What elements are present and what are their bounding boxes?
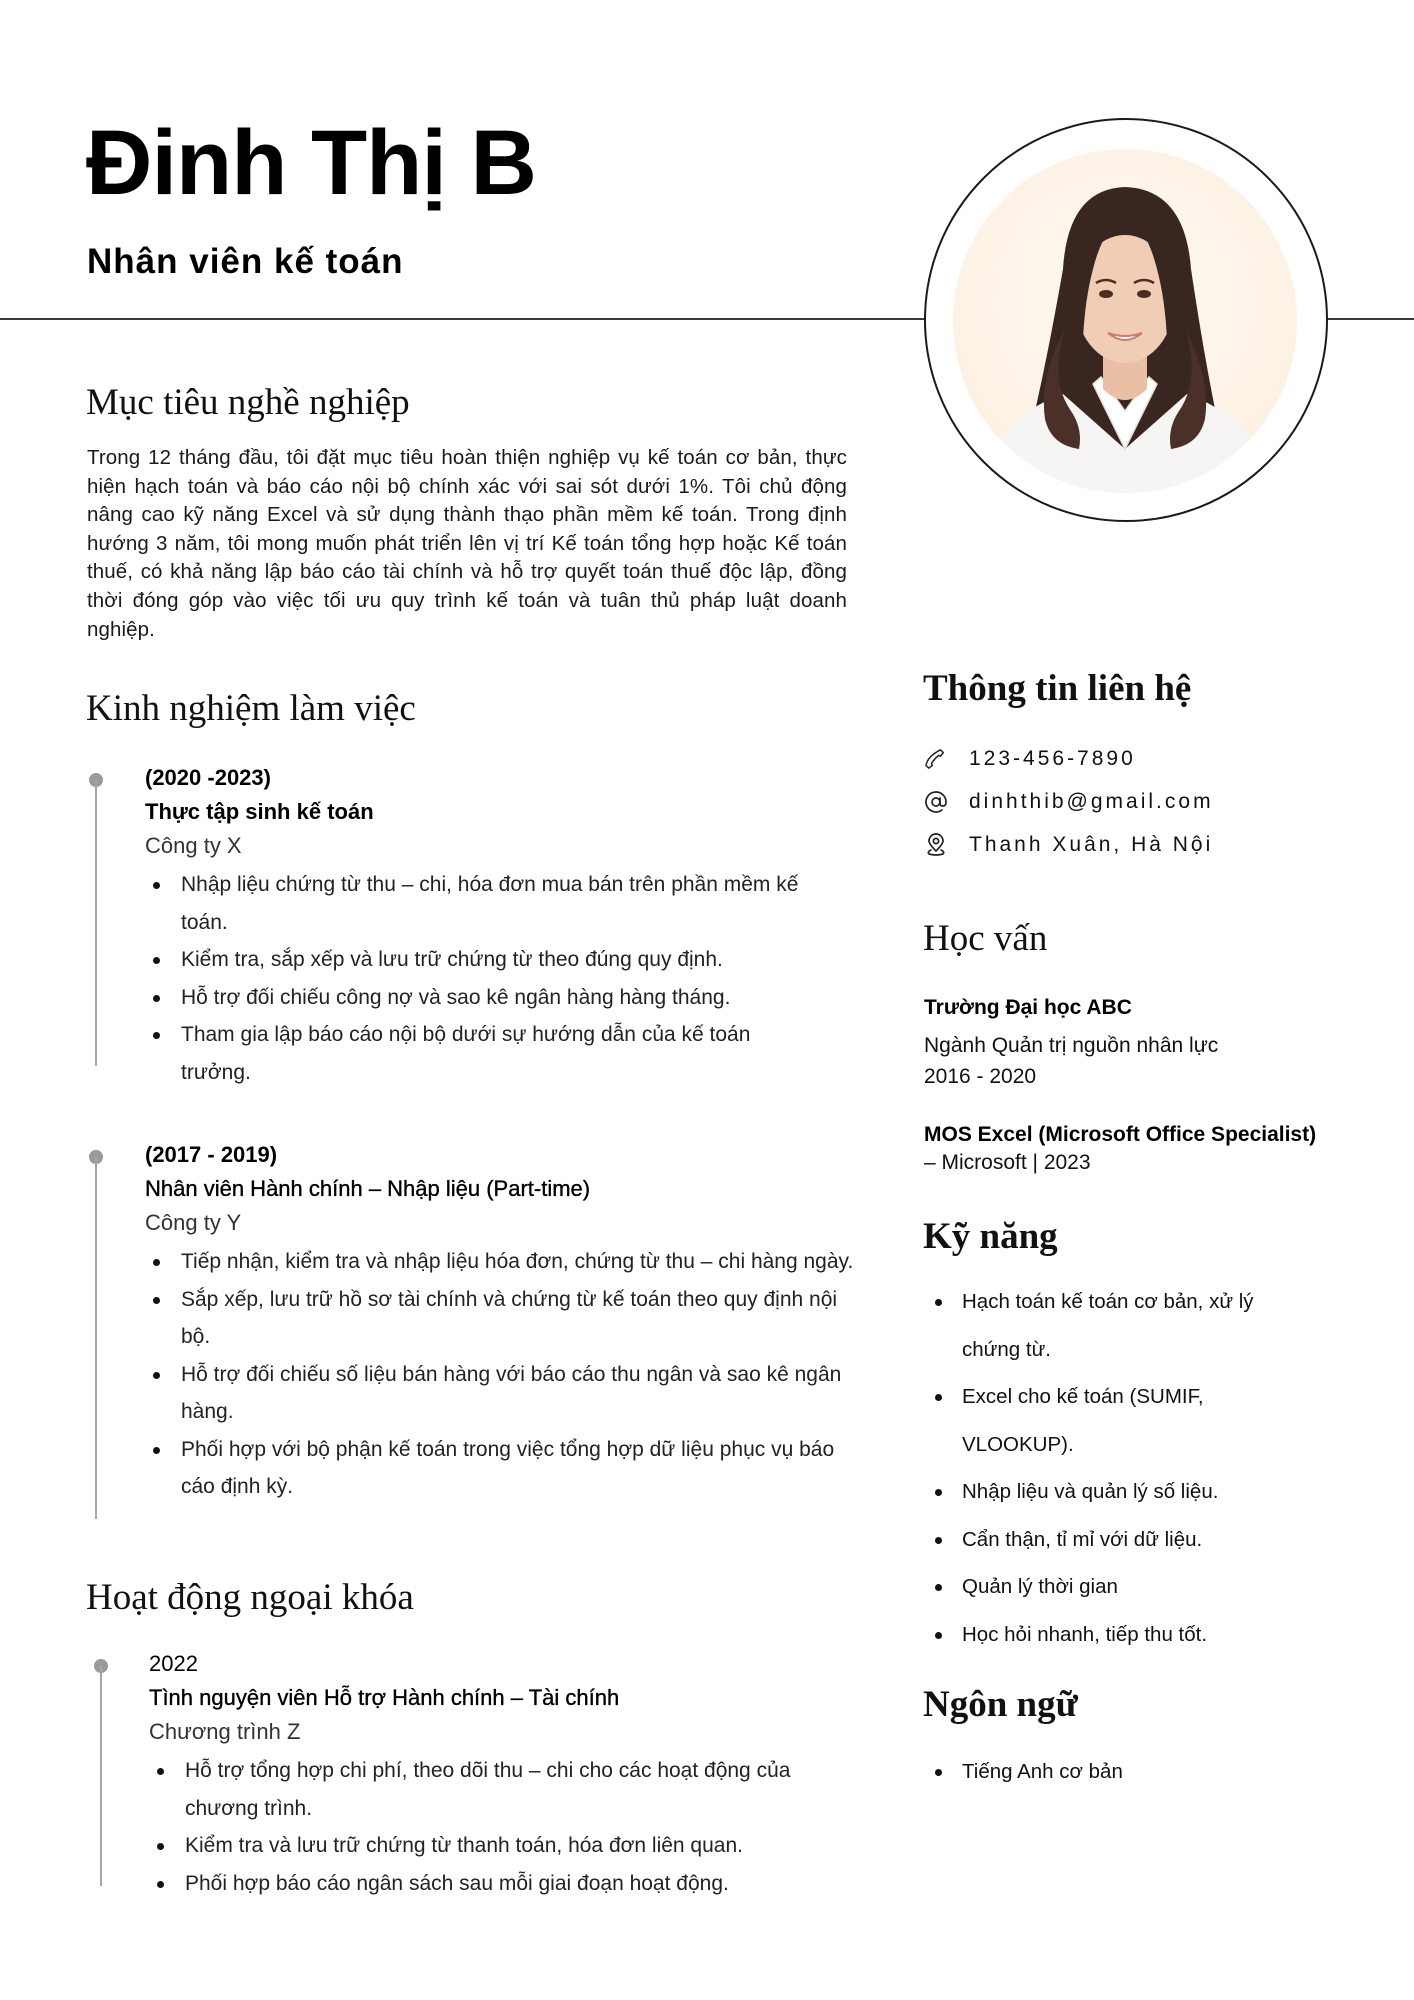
skills-list <box>926 1278 1256 1658</box>
activity-bullets <box>149 1752 861 1902</box>
list-item: Hỗ trợ tổng hợp chi phí, theo dõi thu – chi cho các hoạt động của chương trình. <box>149 1752 861 1827</box>
experience-item <box>145 761 865 1091</box>
language-item: Tiếng Anh cơ bản <box>926 1748 1256 1796</box>
languages-list <box>926 1748 1256 1796</box>
skill-item: Hạch toán kế toán cơ bản, xử lý chứng từ. <box>926 1278 1256 1373</box>
job-title: Nhân viên kế toán <box>87 242 404 281</box>
phone-icon <box>924 747 948 771</box>
list-item: Hỗ trợ đối chiếu công nợ và sao kê ngân hàng hàng tháng. <box>145 979 845 1017</box>
certificate-issuer: – Microsoft | 2023 <box>924 1151 1091 1174</box>
address: Thanh Xuân, Hà Nội <box>969 833 1214 856</box>
activity-item <box>149 1647 869 1902</box>
timeline-line <box>95 1157 97 1519</box>
experience-item <box>145 1138 865 1506</box>
education-years: 2016 - 2020 <box>924 1065 1037 1088</box>
list-item: Sắp xếp, lưu trữ hồ sơ tài chính và chứng từ kế toán theo quy định nội bộ. <box>145 1281 857 1356</box>
portrait-illustration <box>953 149 1297 493</box>
location-pin-icon <box>924 833 948 857</box>
timeline-line <box>100 1666 102 1886</box>
experience-title: Thực tập sinh kế toán <box>145 799 374 824</box>
skills-heading: Kỹ năng <box>923 1216 1058 1257</box>
education-heading: Học vấn <box>923 918 1048 959</box>
contact-address <box>924 825 1213 865</box>
list-item: Kiểm tra, sắp xếp và lưu trữ chứng từ theo đúng quy định. <box>145 941 845 979</box>
experience-bullets <box>145 866 845 1091</box>
list-item: Tham gia lập báo cáo nội bộ dưới sự hướng dẫn của kế toán trưởng. <box>145 1016 845 1091</box>
education-school: Trường Đại học ABC <box>924 996 1132 1019</box>
activities-heading: Hoạt động ngoại khóa <box>86 1577 414 1618</box>
objective-heading: Mục tiêu nghề nghiệp <box>86 382 410 423</box>
contact-email <box>924 782 1214 822</box>
experience-company: Công ty Y <box>145 1210 242 1235</box>
contact-phone <box>924 739 1136 779</box>
experience-bullets <box>145 1243 857 1506</box>
email-address[interactable]: dinhthib@gmail.com <box>969 790 1214 813</box>
skill-item: Excel cho kế toán (SUMIF, VLOOKUP). <box>926 1373 1256 1468</box>
experience-period: (2020 -2023) <box>145 765 271 790</box>
activity-period: 2022 <box>149 1651 198 1676</box>
skill-item: Học hỏi nhanh, tiếp thu tốt. <box>926 1611 1256 1659</box>
list-item: Tiếp nhận, kiểm tra và nhập liệu hóa đơn, chứng từ thu – chi hàng ngày. <box>145 1243 857 1281</box>
list-item: Hỗ trợ đối chiếu số liệu bán hàng với báo cáo thu ngân và sao kê ngân hàng. <box>145 1356 857 1431</box>
list-item: Phối hợp với bộ phận kế toán trong việc tổng hợp dữ liệu phục vụ báo cáo định kỳ. <box>145 1431 857 1506</box>
languages-heading: Ngôn ngữ <box>923 1684 1078 1725</box>
list-item: Nhập liệu chứng từ thu – chi, hóa đơn mua bán trên phần mềm kế toán. <box>145 866 845 941</box>
at-sign-icon <box>924 790 948 814</box>
experience-period: (2017 - 2019) <box>145 1142 278 1167</box>
objective-text: Trong 12 tháng đầu, tôi đặt mục tiêu hoàn thiện nghiệp vụ kế toán cơ bản, thực hiện hạch toán và báo cáo nội bộ chính xác với sai sót dưới 1%. Tôi chủ động nâng cao kỹ năng Excel và sử dụng thành thạo phần mềm kế toán. Trong định hướng 3 năm, tôi mong muốn phát triển lên vị trí Kế toán tổng hợp hoặc Kế toán thuế, có khả năng lập báo cáo tài chính và hỗ trợ quyết toán thuế độc lập, đồng thời đóng góp vào việc tối ưu quy trình kế toán và tuân thủ pháp luật doanh nghiệp. <box>87 446 847 641</box>
candidate-name: Đinh Thị B <box>86 112 536 214</box>
experience-heading: Kinh nghiệm làm việc <box>86 688 416 729</box>
skill-item: Cẩn thận, tỉ mỉ với dữ liệu. <box>926 1516 1256 1564</box>
list-item: Phối hợp báo cáo ngân sách sau mỗi giai đoạn hoạt động. <box>149 1865 861 1903</box>
timeline-line <box>95 780 97 1066</box>
avatar <box>953 149 1297 493</box>
list-item: Kiểm tra và lưu trữ chứng từ thanh toán, hóa đơn liên quan. <box>149 1827 861 1865</box>
certificate-name: MOS Excel (Microsoft Office Specialist) <box>924 1123 1317 1146</box>
phone-number[interactable]: 123-456-7890 <box>969 747 1136 770</box>
experience-company: Công ty X <box>145 833 242 858</box>
experience-title: Nhân viên Hành chính – Nhập liệu (Part-time) <box>145 1176 591 1201</box>
contact-heading: Thông tin liên hệ <box>923 668 1192 709</box>
activity-organization: Chương trình Z <box>149 1719 301 1744</box>
education-major: Ngành Quản trị nguồn nhân lực <box>924 1034 1219 1057</box>
activity-title: Tình nguyện viên Hỗ trợ Hành chính – Tài chính <box>149 1685 620 1710</box>
skill-item: Nhập liệu và quản lý số liệu. <box>926 1468 1256 1516</box>
skill-item: Quản lý thời gian <box>926 1563 1256 1611</box>
